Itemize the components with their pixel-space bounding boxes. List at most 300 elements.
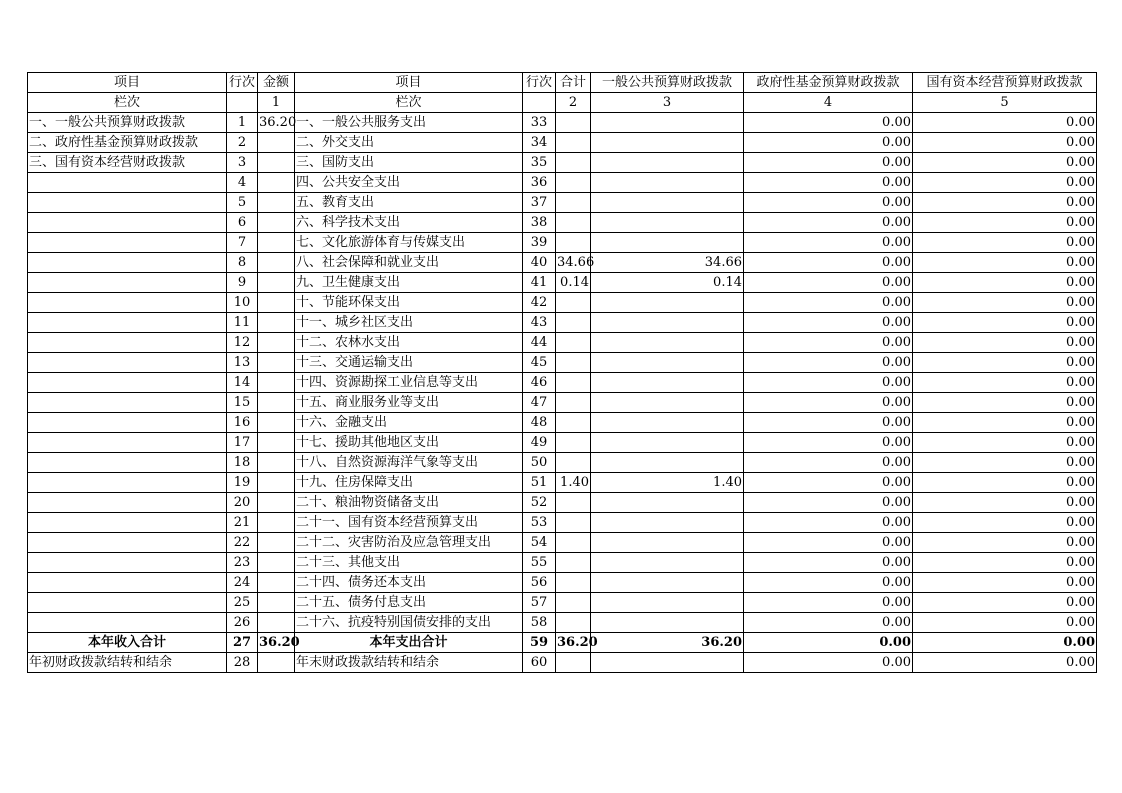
- state-capital-value: 0.00: [913, 213, 1097, 233]
- expense-item: 十六、金融支出: [295, 413, 523, 433]
- income-amount: [258, 573, 295, 593]
- income-line-no: 18: [227, 453, 258, 473]
- general-budget-value: [591, 353, 744, 373]
- table-row: [28, 313, 1097, 333]
- expense-item: 十一、城乡社区支出: [295, 313, 523, 333]
- expense-line-no: 39: [523, 233, 556, 253]
- total-value: 0.14: [556, 273, 591, 293]
- income-amount: [258, 653, 295, 673]
- gov-fund-value: 0.00: [744, 293, 913, 313]
- income-line-no: 8: [227, 253, 258, 273]
- gov-fund-value: 0.00: [744, 533, 913, 553]
- table-row: [28, 613, 1097, 633]
- table-row: [28, 573, 1097, 593]
- general-budget-value: [591, 393, 744, 413]
- general-budget-value: [591, 613, 744, 633]
- header-expense-line: 行次: [523, 73, 556, 93]
- income-item: [28, 233, 227, 253]
- total-value: [556, 113, 591, 133]
- table-row: [28, 493, 1097, 513]
- income-item: 二、政府性基金预算财政拨款: [28, 133, 227, 153]
- total-value: [556, 373, 591, 393]
- gov-fund-value: 0.00: [744, 553, 913, 573]
- income-line-no: 5: [227, 193, 258, 213]
- gov-fund-value: 0.00: [744, 373, 913, 393]
- expense-line-no: 58: [523, 613, 556, 633]
- gov-fund-value: 0.00: [744, 133, 913, 153]
- state-capital-value: 0.00: [913, 593, 1097, 613]
- header-total: 合计: [556, 73, 591, 93]
- income-amount: [258, 393, 295, 413]
- expense-line-no: 57: [523, 593, 556, 613]
- expense-item: 六、科学技术支出: [295, 213, 523, 233]
- state-capital-value: 0.00: [913, 293, 1097, 313]
- income-item: [28, 433, 227, 453]
- total-value: [556, 173, 591, 193]
- income-amount: [258, 133, 295, 153]
- expense-line-no: 37: [523, 193, 556, 213]
- expense-line-no: 36: [523, 173, 556, 193]
- income-line-no: 23: [227, 553, 258, 573]
- total-value: [556, 313, 591, 333]
- gov-fund-value: 0.00: [744, 613, 913, 633]
- income-line-no: 2: [227, 133, 258, 153]
- income-item: [28, 393, 227, 413]
- expense-item: 年末财政拨款结转和结余: [295, 653, 523, 673]
- table-row: [28, 233, 1097, 253]
- header-income-line: 行次: [227, 73, 258, 93]
- income-item: [28, 193, 227, 213]
- expense-item: 四、公共安全支出: [295, 173, 523, 193]
- income-amount: [258, 453, 295, 473]
- header-expense-item: 项目: [295, 73, 523, 93]
- income-amount: [258, 373, 295, 393]
- income-line-no: 3: [227, 153, 258, 173]
- income-line-no: 28: [227, 653, 258, 673]
- expense-line-no: 47: [523, 393, 556, 413]
- income-item: [28, 313, 227, 333]
- income-line-no: 21: [227, 513, 258, 533]
- expense-item: 二十、粮油物资储备支出: [295, 493, 523, 513]
- header-income-amount: 金额: [258, 73, 295, 93]
- header-row: [28, 73, 1097, 93]
- income-item: 本年收入合计: [28, 633, 227, 653]
- general-budget-value: [591, 373, 744, 393]
- expense-line-no: 53: [523, 513, 556, 533]
- income-line-no: 10: [227, 293, 258, 313]
- income-line-no: 9: [227, 273, 258, 293]
- budget-table: [27, 72, 1097, 673]
- income-item: [28, 213, 227, 233]
- income-amount: [258, 593, 295, 613]
- gov-fund-value: 0.00: [744, 593, 913, 613]
- state-capital-value: 0.00: [913, 553, 1097, 573]
- general-budget-value: [591, 653, 744, 673]
- gov-fund-value: 0.00: [744, 453, 913, 473]
- expense-line-no: 45: [523, 353, 556, 373]
- state-capital-value: 0.00: [913, 493, 1097, 513]
- income-item: [28, 413, 227, 433]
- expense-item: 本年支出合计: [295, 633, 523, 653]
- state-capital-value: 0.00: [913, 433, 1097, 453]
- expense-line-no: 59: [523, 633, 556, 653]
- expense-item: 七、文化旅游体育与传媒支出: [295, 233, 523, 253]
- expense-item: 二、外交支出: [295, 133, 523, 153]
- income-line-no: 22: [227, 533, 258, 553]
- gov-fund-value: 0.00: [744, 173, 913, 193]
- expense-line-no: 49: [523, 433, 556, 453]
- total-value: [556, 413, 591, 433]
- total-value: [556, 453, 591, 473]
- gov-fund-value: 0.00: [744, 193, 913, 213]
- expense-item: 十、节能环保支出: [295, 293, 523, 313]
- income-line-no: 15: [227, 393, 258, 413]
- income-line-no: 16: [227, 413, 258, 433]
- table-row: [28, 353, 1097, 373]
- expense-item: 十四、资源勘探工业信息等支出: [295, 373, 523, 393]
- total-value: [556, 513, 591, 533]
- income-amount: [258, 313, 295, 333]
- state-capital-value: 0.00: [913, 533, 1097, 553]
- income-item: [28, 613, 227, 633]
- column-label-expense: 栏次: [295, 93, 523, 113]
- income-amount: [258, 513, 295, 533]
- expense-item: 二十四、债务还本支出: [295, 573, 523, 593]
- total-value: [556, 573, 591, 593]
- expense-line-no: 46: [523, 373, 556, 393]
- income-amount: [258, 173, 295, 193]
- expense-item: 二十六、抗疫特别国债安排的支出: [295, 613, 523, 633]
- general-budget-value: [591, 333, 744, 353]
- state-capital-value: 0.00: [913, 573, 1097, 593]
- state-capital-value: 0.00: [913, 273, 1097, 293]
- gov-fund-value: 0.00: [744, 393, 913, 413]
- state-capital-value: 0.00: [913, 113, 1097, 133]
- expense-item: 二十五、债务付息支出: [295, 593, 523, 613]
- gov-fund-value: 0.00: [744, 513, 913, 533]
- income-amount: [258, 413, 295, 433]
- expense-line-no: 38: [523, 213, 556, 233]
- expense-line-no: 40: [523, 253, 556, 273]
- table-row: [28, 393, 1097, 413]
- table-row: [28, 213, 1097, 233]
- income-item: [28, 553, 227, 573]
- income-item: [28, 473, 227, 493]
- general-budget-value: [591, 293, 744, 313]
- expense-line-no: 41: [523, 273, 556, 293]
- income-item: 三、国有资本经营财政拨款: [28, 153, 227, 173]
- expense-item: 八、社会保障和就业支出: [295, 253, 523, 273]
- gov-fund-value: 0.00: [744, 253, 913, 273]
- general-budget-value: [591, 113, 744, 133]
- gov-fund-value: 0.00: [744, 273, 913, 293]
- income-item: [28, 273, 227, 293]
- table-row: [28, 513, 1097, 533]
- general-budget-value: [591, 233, 744, 253]
- state-capital-value: 0.00: [913, 333, 1097, 353]
- total-value: [556, 133, 591, 153]
- column-label-income: 栏次: [28, 93, 227, 113]
- income-amount: 36.20: [258, 113, 295, 133]
- total-value: [556, 353, 591, 373]
- expense-item: 二十三、其他支出: [295, 553, 523, 573]
- income-item: [28, 573, 227, 593]
- table-row: [28, 593, 1097, 613]
- income-item: [28, 373, 227, 393]
- income-item: [28, 353, 227, 373]
- general-budget-value: 34.66: [591, 253, 744, 273]
- expense-line-no: 60: [523, 653, 556, 673]
- general-budget-value: [591, 213, 744, 233]
- header-gov-fund: 政府性基金预算财政拨款: [744, 73, 913, 93]
- table-row: [28, 333, 1097, 353]
- state-capital-value: 0.00: [913, 133, 1097, 153]
- expense-line-no: 56: [523, 573, 556, 593]
- state-capital-value: 0.00: [913, 373, 1097, 393]
- gov-fund-value: 0.00: [744, 573, 913, 593]
- income-line-no: 4: [227, 173, 258, 193]
- total-value: 34.66: [556, 253, 591, 273]
- table-row: [28, 133, 1097, 153]
- income-item: [28, 453, 227, 473]
- expense-line-no: 33: [523, 113, 556, 133]
- general-budget-value: [591, 133, 744, 153]
- column-number-5: 5: [913, 93, 1097, 113]
- table-row: [28, 453, 1097, 473]
- income-line-no: 24: [227, 573, 258, 593]
- expense-line-no: 51: [523, 473, 556, 493]
- gov-fund-value: 0.00: [744, 433, 913, 453]
- total-value: [556, 553, 591, 573]
- expense-item: 一、一般公共服务支出: [295, 113, 523, 133]
- total-value: [556, 533, 591, 553]
- table-row: [28, 473, 1097, 493]
- total-value: [556, 193, 591, 213]
- total-value: [556, 153, 591, 173]
- general-budget-value: [591, 153, 744, 173]
- general-budget-value: [591, 413, 744, 433]
- total-value: 1.40: [556, 473, 591, 493]
- general-budget-value: [591, 313, 744, 333]
- income-item: [28, 173, 227, 193]
- income-line-no: 1: [227, 113, 258, 133]
- column-number-2: 2: [556, 93, 591, 113]
- income-amount: [258, 613, 295, 633]
- state-capital-value: 0.00: [913, 633, 1097, 653]
- total-value: [556, 593, 591, 613]
- income-amount: [258, 333, 295, 353]
- general-budget-value: [591, 453, 744, 473]
- expense-line-no: 50: [523, 453, 556, 473]
- expense-line-no: 55: [523, 553, 556, 573]
- gov-fund-value: 0.00: [744, 473, 913, 493]
- table-row: [28, 373, 1097, 393]
- expense-line-no: 44: [523, 333, 556, 353]
- total-row: [28, 633, 1097, 653]
- table-row: [28, 253, 1097, 273]
- expense-line-no: 48: [523, 413, 556, 433]
- income-item: [28, 533, 227, 553]
- table-row: [28, 113, 1097, 133]
- gov-fund-value: 0.00: [744, 353, 913, 373]
- gov-fund-value: 0.00: [744, 113, 913, 133]
- state-capital-value: 0.00: [913, 193, 1097, 213]
- income-amount: [258, 293, 295, 313]
- general-budget-value: [591, 513, 744, 533]
- column-number-4: 4: [744, 93, 913, 113]
- income-line-no: 7: [227, 233, 258, 253]
- expense-item: 十三、交通运输支出: [295, 353, 523, 373]
- state-capital-value: 0.00: [913, 513, 1097, 533]
- income-line-no: 19: [227, 473, 258, 493]
- gov-fund-value: 0.00: [744, 333, 913, 353]
- income-item: [28, 333, 227, 353]
- column-number-3: 3: [591, 93, 744, 113]
- state-capital-value: 0.00: [913, 473, 1097, 493]
- income-line-no: 27: [227, 633, 258, 653]
- income-item: [28, 253, 227, 273]
- income-amount: [258, 493, 295, 513]
- income-amount: [258, 353, 295, 373]
- income-item: [28, 493, 227, 513]
- table-row: [28, 193, 1097, 213]
- state-capital-value: 0.00: [913, 313, 1097, 333]
- header-state-capital: 国有资本经营预算财政拨款: [913, 73, 1097, 93]
- total-value: [556, 433, 591, 453]
- state-capital-value: 0.00: [913, 153, 1097, 173]
- table-row: [28, 433, 1097, 453]
- table-row: [28, 413, 1097, 433]
- expense-item: 二十二、灾害防治及应急管理支出: [295, 533, 523, 553]
- carry-over-row: [28, 653, 1097, 673]
- income-amount: [258, 153, 295, 173]
- gov-fund-value: 0.00: [744, 493, 913, 513]
- income-amount: [258, 273, 295, 293]
- total-value: [556, 393, 591, 413]
- expense-line-no: 43: [523, 313, 556, 333]
- income-amount: [258, 553, 295, 573]
- state-capital-value: 0.00: [913, 653, 1097, 673]
- general-budget-value: [591, 493, 744, 513]
- header-general-budget: 一般公共预算财政拨款: [591, 73, 744, 93]
- table-row: [28, 173, 1097, 193]
- income-item: [28, 293, 227, 313]
- income-line-no: 14: [227, 373, 258, 393]
- expense-item: 十七、援助其他地区支出: [295, 433, 523, 453]
- expense-item: 十二、农林水支出: [295, 333, 523, 353]
- table-row: [28, 553, 1097, 573]
- expense-line-no: 34: [523, 133, 556, 153]
- gov-fund-value: 0.00: [744, 213, 913, 233]
- expense-item: 五、教育支出: [295, 193, 523, 213]
- general-budget-value: [591, 533, 744, 553]
- income-item: 年初财政拨款结转和结余: [28, 653, 227, 673]
- income-line-no: 12: [227, 333, 258, 353]
- income-amount: [258, 533, 295, 553]
- gov-fund-value: 0.00: [744, 413, 913, 433]
- expense-item: 十八、自然资源海洋气象等支出: [295, 453, 523, 473]
- table-row: [28, 533, 1097, 553]
- income-line-no: 17: [227, 433, 258, 453]
- income-item: [28, 593, 227, 613]
- total-value: 36.20: [556, 633, 591, 653]
- general-budget-value: 0.14: [591, 273, 744, 293]
- state-capital-value: 0.00: [913, 173, 1097, 193]
- general-budget-value: [591, 433, 744, 453]
- table-row: [28, 273, 1097, 293]
- income-line-no: 25: [227, 593, 258, 613]
- gov-fund-value: 0.00: [744, 153, 913, 173]
- gov-fund-value: 0.00: [744, 313, 913, 333]
- income-amount: 36.20: [258, 633, 295, 653]
- total-value: [556, 613, 591, 633]
- gov-fund-value: 0.00: [744, 633, 913, 653]
- total-value: [556, 333, 591, 353]
- expense-item: 二十一、国有资本经营预算支出: [295, 513, 523, 533]
- general-budget-value: 1.40: [591, 473, 744, 493]
- expense-line-no: 35: [523, 153, 556, 173]
- expense-item: 三、国防支出: [295, 153, 523, 173]
- income-item: 一、一般公共预算财政拨款: [28, 113, 227, 133]
- income-line-no: 26: [227, 613, 258, 633]
- income-amount: [258, 433, 295, 453]
- column-number-row: [28, 93, 1097, 113]
- gov-fund-value: 0.00: [744, 233, 913, 253]
- general-budget-value: [591, 553, 744, 573]
- state-capital-value: 0.00: [913, 253, 1097, 273]
- state-capital-value: 0.00: [913, 233, 1097, 253]
- total-value: [556, 233, 591, 253]
- income-amount: [258, 253, 295, 273]
- income-amount: [258, 193, 295, 213]
- table-row: [28, 153, 1097, 173]
- column-number-1: 1: [258, 93, 295, 113]
- column-empty: [227, 93, 258, 113]
- gov-fund-value: 0.00: [744, 653, 913, 673]
- table-row: [28, 293, 1097, 313]
- expense-line-no: 54: [523, 533, 556, 553]
- state-capital-value: 0.00: [913, 353, 1097, 373]
- expense-item: 九、卫生健康支出: [295, 273, 523, 293]
- general-budget-value: [591, 173, 744, 193]
- income-amount: [258, 233, 295, 253]
- state-capital-value: 0.00: [913, 453, 1097, 473]
- income-amount: [258, 213, 295, 233]
- total-value: [556, 293, 591, 313]
- general-budget-value: [591, 593, 744, 613]
- total-value: [556, 213, 591, 233]
- expense-line-no: 52: [523, 493, 556, 513]
- expense-item: 十九、住房保障支出: [295, 473, 523, 493]
- expense-line-no: 42: [523, 293, 556, 313]
- income-line-no: 6: [227, 213, 258, 233]
- state-capital-value: 0.00: [913, 393, 1097, 413]
- state-capital-value: 0.00: [913, 413, 1097, 433]
- general-budget-value: 36.20: [591, 633, 744, 653]
- income-line-no: 20: [227, 493, 258, 513]
- income-amount: [258, 473, 295, 493]
- income-line-no: 11: [227, 313, 258, 333]
- total-value: [556, 653, 591, 673]
- state-capital-value: 0.00: [913, 613, 1097, 633]
- column-empty: [523, 93, 556, 113]
- income-item: [28, 513, 227, 533]
- income-line-no: 13: [227, 353, 258, 373]
- total-value: [556, 493, 591, 513]
- header-income-item: 项目: [28, 73, 227, 93]
- expense-item: 十五、商业服务业等支出: [295, 393, 523, 413]
- general-budget-value: [591, 193, 744, 213]
